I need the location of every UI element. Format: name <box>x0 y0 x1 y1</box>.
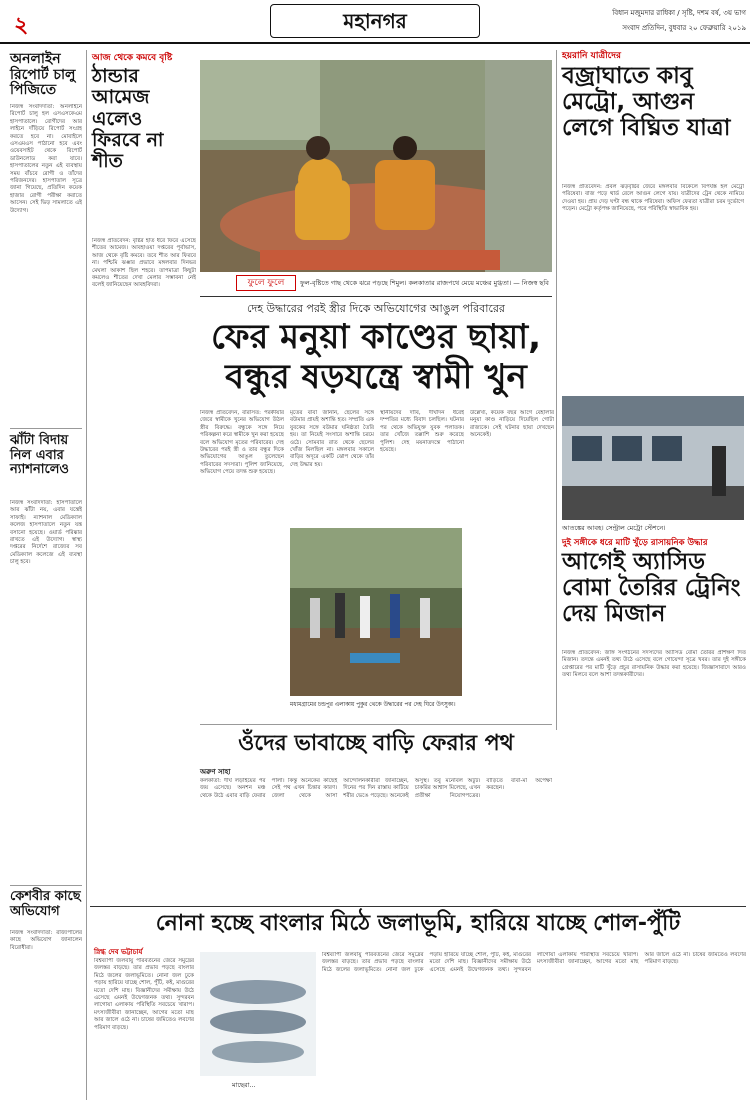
main-headline-line1: ফের মনুয়া কাণ্ডের ছায়া, <box>210 317 542 357</box>
fish-photo-caption: মাছেরা... <box>232 1081 256 1089</box>
fish-photo <box>200 952 316 1076</box>
bomb-kicker: দুই সঙ্গীকে ধরে মাটি খুঁড়ে রাসায়নিক উদ্ধার <box>562 538 708 548</box>
main-photo <box>200 60 552 272</box>
main-body-col3: স্থানীয়দের দাবি, দীর্ঘদিন ধরেই দম্পতির মধ্যে বিবাদ চলছিল। ঘটনার পর থেকে অভিযুক্ত যুবক পলাতক। তার খোঁজে তল্লাশি শুরু করেছে পুলিশ। দেহ ময়নাতদন্তে পাঠানো হয়েছে। <box>380 410 464 454</box>
main-kicker: দেহ উদ্ধারের পরই স্ত্রীর দিকে অভিযোগের আঙুল পরিবারের <box>247 302 505 315</box>
page-number: ২ <box>14 13 29 38</box>
story1-body: নিজস্ব সংবাদদাতা: অনলাইনে রিপোর্ট চালু হল এসএসকেএম হাসপাতালে। রোগীদের আর লাইনে দাঁড়িয়ে রিপোর্ট সংগ্রহ করতে হবে না। মোবাইলে এসএমএস পাঠানো হবে এবং ওয়েবসাইট থেকে রিপোর্ট ডাউনলোড করা যাবে। হাসপাতালের নতুন এই ব্যবস্থায় সময় বাঁচবে রোগী ও তাঁদের পরিজনদের। হাসপাতাল সূত্রে জানা গিয়েছে, প্রতিদিন কয়েক হাজার রোগী পরীক্ষা করাতে আসেন। সেই ভিড় সামলাতে এই উদ্যোগ। <box>10 104 82 214</box>
bottom-body-col1: বিশ্বব্যাপী জলবায়ু পরিবর্তনের জেরে সমুদ্রের জলস্তর বাড়ছে। তার প্রভাব পড়ছে বাংলার মিঠে জলের জলাভূমিতে। নোনা জল ঢুকে পড়ায় হারিয়ে যাচ্ছে শোল, পুঁটি, কই, মাগুরের মতো দেশি মাছ। বিজ্ঞানীদের সমীক্ষায় উঠে এসেছে এমনই উদ্বেগজনক তথ্য। সুন্দরবন লাগোয়া এলাকায় পরিস্থিতি সবচেয়ে খারাপ। মৎস্যজীবীরা জানাচ্ছেন, আগের মতো মাছ আর জালে ওঠে না। চাষের জমিতেও লবণের পরিমাণ বাড়ছে। <box>94 958 194 1031</box>
column-rule <box>556 50 557 730</box>
metro-photo-caption: আতঙ্কের আবহ। সেন্ট্রাল মেট্রো স্টেশনে। <box>562 524 666 532</box>
crime-photo-caption: মধ্যমগ্রামের চন্ডপুর এলাকায় পুকুর থেকে উদ্ধারের পর দেহ ঘিরে উৎসুক্য। <box>290 702 456 708</box>
crime-scene-photo <box>290 528 462 696</box>
metro-headline: বজ্রাঘাতে কাবু মেট্রো, আগুন লেগে বিঘ্নিত যাত্রা <box>562 63 731 141</box>
dateline-bottom: সংবাদ প্রতিদিন, বুধবার ২০ ফেব্রুয়ারি ২০১৯ <box>622 24 746 32</box>
metro-photo <box>562 396 744 520</box>
column-rule <box>86 50 87 1100</box>
divider <box>200 296 552 297</box>
main-photo-caption: ফুল-বৃষ্টিতে গাছ থেকে ঝরে পড়ছে শিমুল। কলকাতার রাজপথে মেয়ে মঞ্চের মুগ্ধতা। — নিজস্ব ছবি <box>300 279 549 287</box>
main-body-col2: মৃতের বাবা জানান, ছেলের সঙ্গে বউমার প্রায়ই অশান্তি হত। সম্প্রতি এক যুবকের সঙ্গে বউমার ঘনিষ্ঠতা তৈরি হয়। তা নিয়েই সংসারে অশান্তি চরমে ওঠে। সোমবার রাত থেকে ছেলের খোঁজ মিলছিল না। মঙ্গলবার সকালে বাড়ির অদূরে একটি ঝোপ থেকে তাঁর দেহ উদ্ধার হয়। <box>290 410 374 468</box>
story3-body: নিজস্ব সংবাদদাতা: রাজ্যপালের কাছে অভিযোগ জানালেন বিরোধীরা। <box>10 930 82 951</box>
photo-tag: ফুলে ফুলে <box>236 275 296 291</box>
weather-headline: ঠান্ডার আমেজ এলেও ফিরবে না শীত <box>92 65 164 173</box>
home-byline: অরুণ সাহা <box>200 768 231 776</box>
section-title: মহানগর <box>270 4 480 38</box>
weather-kicker: আজ থেকে কমবে বৃষ্টি <box>92 53 173 63</box>
metro-kicker: হয়রানি যাত্রীদের <box>562 51 621 61</box>
divider <box>10 428 82 429</box>
home-body: কলকাতা: দীর্ঘ লড়াইয়ের পর জয় এসেছে। অনশন মঞ্চ থেকে উঠে এবার বাড়ি ফেরার পালা। কিন্তু অনেকের কাছেই সেই পথ এখন চিন্তার কারণ। জেলা থেকে আসা আন্দোলনকারীরা জানাচ্ছেন, দিনের পর দিন রাস্তায় কাটিয়ে শরীর ভেঙে পড়েছে। অনেকেই অসুস্থ। তবু মনোবল অটুট। চাকরির আশ্বাস মিলেছে, এখন প্রতীক্ষা নিয়োগপত্রের। বাড়িতে বাবা-মা অপেক্ষা করছেন। <box>200 778 552 799</box>
divider <box>200 724 552 725</box>
bomb-body: নিজস্ব প্রতিবেদন: জঙ্গি সংগঠনের সদস্যদের অ্যাসিড বোমা তৈরির প্রশিক্ষণ দিত মিজান। তদন্তে এমনই তথ্য উঠে এসেছে বলে গোয়েন্দা সূত্রে খবর। তার দুই সঙ্গীকে গ্রেপ্তারের পর মাটি খুঁড়ে প্রচুর রাসায়নিক উদ্ধার করা হয়েছে। জিজ্ঞাসাবাদে আরও তথ্য মিলবে বলে আশা তদন্তকারীদের। <box>562 650 746 679</box>
main-body-col4: উল্লেখ্য, কয়েক বছর আগে বেহালার মনুয়া কাণ্ড নাড়িয়ে দিয়েছিল গোটা রাজ্যকে। সেই ঘটনার ছায়া দেখছেন অনেকেই। <box>470 410 554 439</box>
story2-body: নিজস্ব সংবাদদাতা: হাসপাতালে আর ঝাঁটা নয়, এবার যন্ত্রেই সাফাই। ন্যাশনাল মেডিক্যাল কলেজ হাসপাতালে নতুন যন্ত্র বসানো হয়েছে। ওয়ার্ড পরিষ্কার রাখতে এই উদ্যোগ। স্বাস্থ্য দপ্তরের নির্দেশে রাজ্যের সব মেডিক্যাল কলেজে এই ব্যবস্থা চালু হবে। <box>10 500 82 566</box>
metro-body: নিজস্ব প্রতিবেদন: প্রবল ঝড়বৃষ্টির জেরে মঙ্গলবার বিকেলে বিপর্যস্ত হল মেট্রো পরিষেবা। বাজ পড়ে থার্ড রেলে আগুন লেগে যায়। যাত্রীদের ট্রেন থেকে নামিয়ে দেওয়া হয়। প্রায় দেড় ঘণ্টা বন্ধ থাকে পরিষেবা। অফিস ফেরতা যাত্রীরা চরম দুর্ভোগে পড়েন। মেট্রো কর্তৃপক্ষ জানিয়েছে, পরে পরিস্থিতি স্বাভাবিক হয়। <box>562 184 744 213</box>
bottom-headline: নোনা হচ্ছে বাংলার মিঠে জলাভূমি, হারিয়ে যাচ্ছে শোল-পুঁটি <box>155 911 681 936</box>
main-body-col1: নিজস্ব প্রতিবেদন, বারাসত: পরকীয়ার জেরে স্বামীকে খুনের অভিযোগ উঠল স্ত্রীর বিরুদ্ধে। বন্ধুকে সঙ্গে নিয়ে পরিকল্পনা করে স্বামীকে খুন করা হয়েছে বলে অভিযোগ মৃতের পরিবারের। দেহ উদ্ধারের পরই স্ত্রী ও তার বন্ধুর দিকে অভিযোগের আঙুল তুলেছেন পরিবারের সদস্যরা। পুলিশ জানিয়েছে, অভিযোগ পেয়ে তদন্ত শুরু হয়েছে। <box>200 410 284 476</box>
dateline-top: বিধান মজুমদার রাধিকা / সৃষ্টি, দশম বর্ষ, ৩য় ভাগ <box>612 9 746 17</box>
divider <box>10 885 82 886</box>
story2-headline: ঝাঁটা বিদায় নিল এবার ন্যাশনালেও <box>10 433 69 478</box>
bottom-body-cols: বিশ্বব্যাপী জলবায়ু পরিবর্তনের জেরে সমুদ্রের জলস্তর বাড়ছে। তার প্রভাব পড়ছে বাংলার মিঠে জলের জলাভূমিতে। নোনা জল ঢুকে পড়ায় হারিয়ে যাচ্ছে শোল, পুঁটি, কই, মাগুরের মতো দেশি মাছ। বিজ্ঞানীদের সমীক্ষায় উঠে এসেছে এমনই উদ্বেগজনক তথ্য। সুন্দরবন লাগোয়া এলাকায় পরিস্থিতি সবচেয়ে খারাপ। মৎস্যজীবীরা জানাচ্ছেন, আগের মতো মাছ আর জালে ওঠে না। চাষের জমিতেও লবণের পরিমাণ বাড়ছে। <box>322 952 746 973</box>
weather-body: নিজস্ব প্রতিবেদন: বৃষ্টির হাত ধরে ফিরে এসেছে শীতের আমেজ। আবহাওয়া দপ্তরের পূর্বাভাস, আজ থেকে বৃষ্টি কমবে। তবে শীত আর ফিরবে না। পশ্চিমি ঝঞ্ঝার প্রভাবে মঙ্গলবার দিনভর মেঘলা আকাশ ছিল শহরে। তাপমাত্রা কিছুটা কমলেও শীতের দেখা মেলার সম্ভাবনা নেই বলেই জানিয়েছেন আবহবিদরা। <box>92 238 196 289</box>
bomb-headline: আগেই অ্যাসিড বোমা তৈরির ট্রেনিং দেয় মিজান <box>562 549 741 627</box>
divider <box>90 906 746 907</box>
story3-headline: কেশবীর কাছে অভিযোগ <box>10 889 81 919</box>
bottom-byline: স্নিগ্ধ দেব ভট্টাচার্য <box>94 948 143 956</box>
home-headline: ওঁদের ভাবাচ্ছে বাড়ি ফেরার পথ <box>238 731 514 756</box>
main-headline-line2: বন্ধুর ষড়যন্ত্রে স্বামী খুন <box>225 357 527 397</box>
story1-headline: অনলাইন রিপোর্ট চালু পিজিতে <box>10 51 76 99</box>
